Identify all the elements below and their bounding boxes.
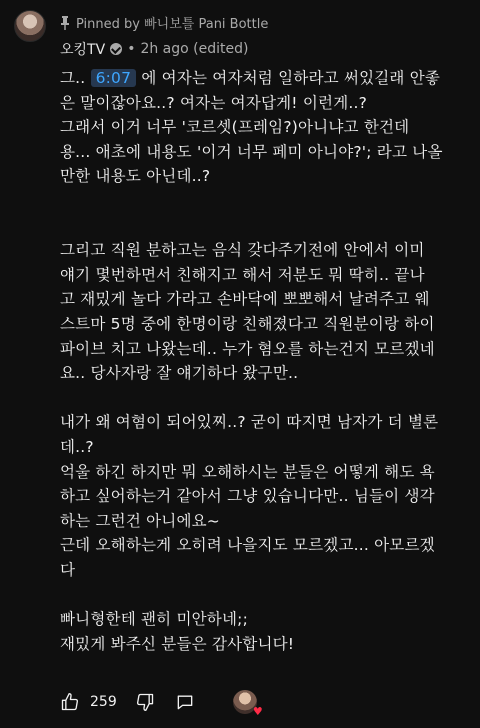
comment-line: 근데 오해하는게 오히려 나을지도 모르겠고... 아모르겠 bbox=[60, 536, 435, 555]
comment-line: 다 bbox=[60, 560, 76, 579]
paragraph-gap bbox=[60, 189, 472, 214]
comment-line: 하는 그런건 아니에요~ bbox=[60, 511, 220, 530]
paragraph-gap bbox=[60, 582, 472, 607]
creator-heart-avatar[interactable] bbox=[233, 690, 263, 718]
paragraph-gap bbox=[60, 214, 472, 239]
comment-line: 파이브 치고 나왔는데.. 누가 혐오를 하는건지 모르겠네 bbox=[60, 339, 435, 358]
comment-line bbox=[60, 66, 472, 91]
pinned-label bbox=[60, 13, 268, 32]
comment-meta bbox=[60, 39, 248, 59]
comment-line: 그래서 이거 너무 '코르셋(프레임?)아니냐고 한건데 bbox=[60, 118, 410, 137]
comment-line: 얘기 몇번하면서 친해지고 해서 저분도 뭐 딱히.. 끝나 bbox=[60, 265, 425, 284]
comment-body bbox=[60, 66, 472, 656]
paragraph-gap bbox=[60, 386, 472, 411]
reply-icon[interactable] bbox=[175, 692, 195, 712]
thumbs-up-icon[interactable] bbox=[60, 692, 80, 712]
timestamp-link[interactable]: 6:07 bbox=[91, 69, 137, 87]
comment-line: 스트마 5명 중에 한명이랑 친해졌다고 직원분이랑 하이 bbox=[60, 314, 435, 333]
comment-line: 요.. 당사자랑 잘 얘기하다 왔구만.. bbox=[60, 364, 299, 383]
comment-line: 억울 하긴 하지만 뭐 오해하시는 분들은 어떻게 해도 욕 bbox=[60, 462, 435, 481]
comment-time[interactable]: 2h ago (edited) bbox=[140, 41, 249, 57]
comment-line: 용... 애초에 내용도 '이거 너무 페미 아니야?'; 라고 나올 bbox=[60, 142, 443, 161]
thumbs-down-icon[interactable] bbox=[135, 692, 155, 712]
comment-line: 고 재밌게 놀다 가라고 손바닥에 뽀뽀해서 날려주고 웨 bbox=[60, 290, 430, 309]
pinned-text: Pinned by 빠니보틀 Pani Bottle bbox=[76, 17, 269, 32]
comment-actions bbox=[60, 690, 263, 718]
pin-icon bbox=[60, 16, 70, 30]
like-count: 259 bbox=[90, 694, 117, 710]
comment-line: 그리고 직원 분하고는 음식 갖다주기전에 안에서 이미 bbox=[60, 241, 425, 260]
author-name[interactable]: 오킹TV bbox=[60, 42, 106, 58]
comment-line: 재밌게 봐주신 분들은 감사합니다! bbox=[60, 634, 295, 653]
comment-line: 만한 내용도 아닌데..? bbox=[60, 167, 211, 186]
comment-line: 하고 싶어하는거 같아서 그냥 있습니다만.. 님들이 생각 bbox=[60, 487, 435, 506]
comment-line: 빠니형한테 괜히 미안하네;; bbox=[60, 610, 249, 629]
commenter-avatar[interactable] bbox=[14, 10, 46, 42]
comment-text: 그.. bbox=[60, 69, 86, 87]
comment-text: 에 여자는 여자처럼 일하라고 써있길래 안좋 bbox=[141, 69, 441, 87]
meta-separator: • bbox=[127, 41, 136, 57]
comment-line: 데..? bbox=[60, 437, 94, 456]
comment-line: 은 말이잖아요..? 여자는 여자답게! 이런게..? bbox=[60, 93, 368, 112]
creator-heart-icon: ♥ bbox=[252, 705, 263, 718]
comment-line: 내가 왜 여혐이 되어있찌..? 굳이 따지면 남자가 더 별론 bbox=[60, 413, 439, 432]
verified-check-icon bbox=[110, 43, 122, 55]
